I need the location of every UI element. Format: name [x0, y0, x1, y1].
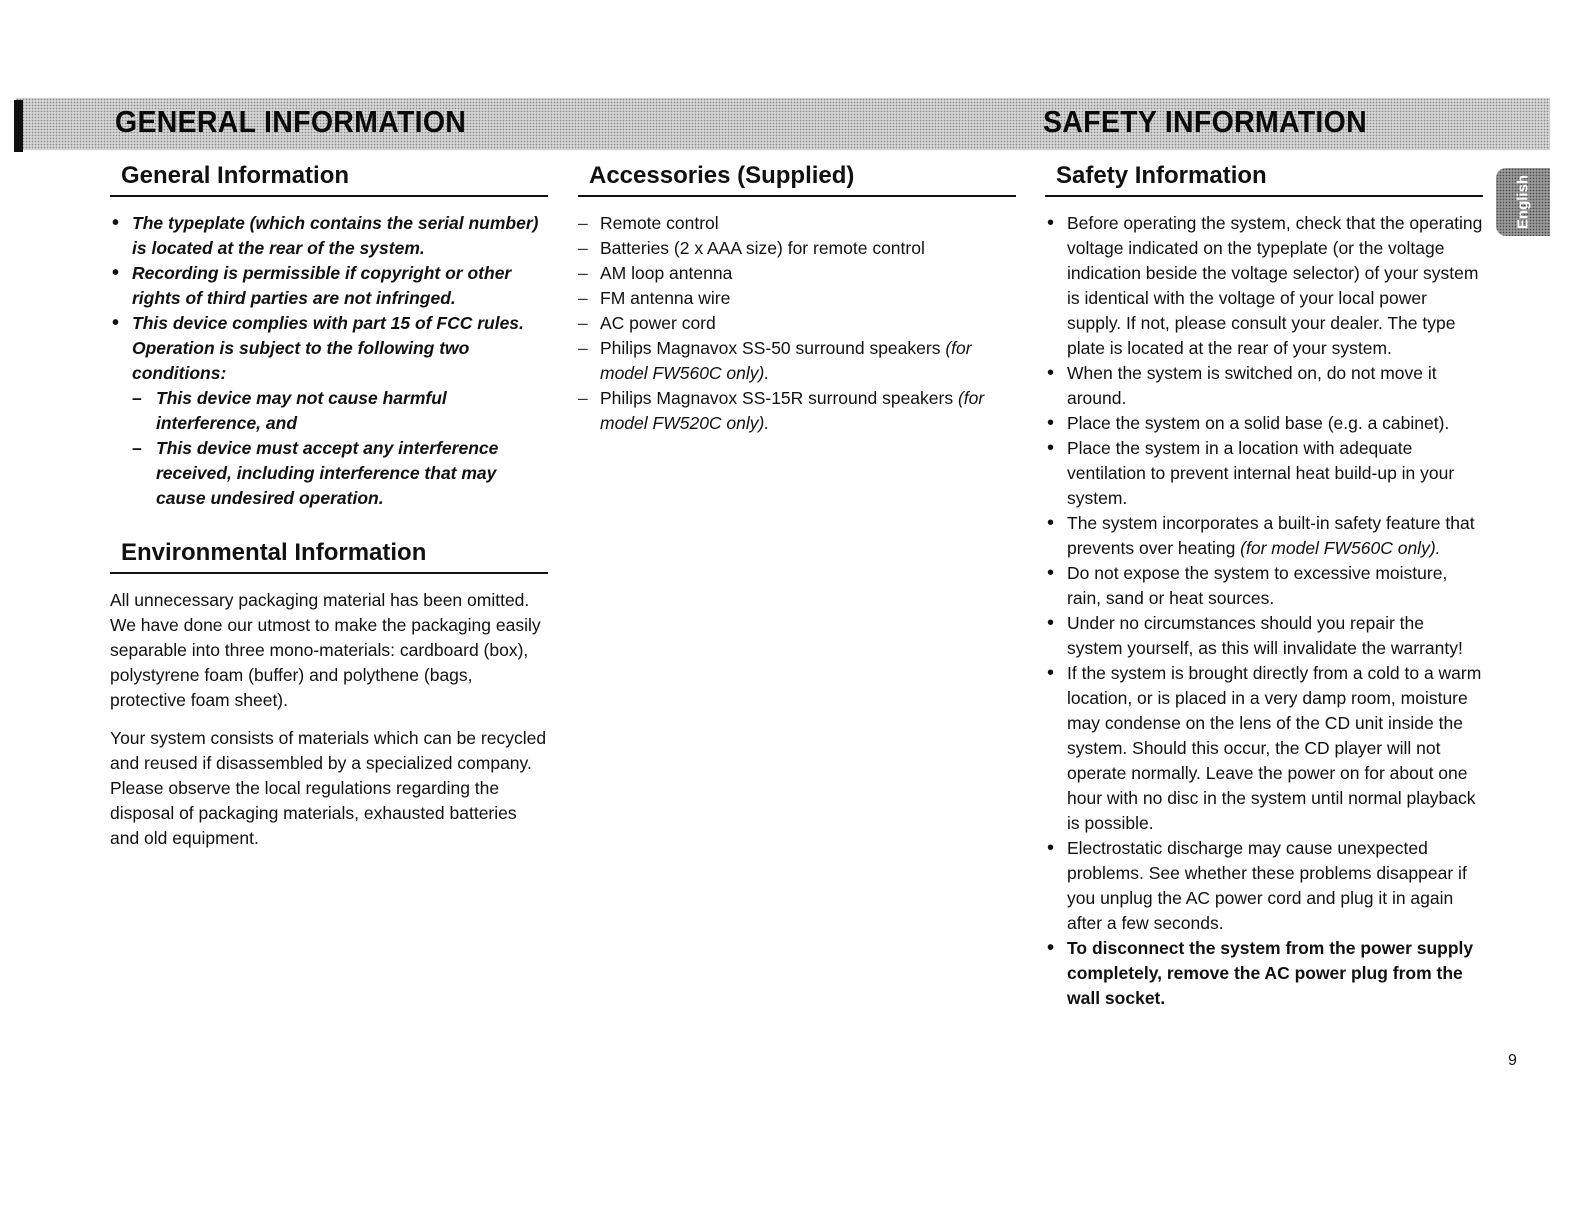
- left-column: [110, 160, 548, 864]
- general-information-banner-title: GENERAL INFORMATION: [115, 104, 467, 139]
- list-item: [1045, 561, 1483, 611]
- list-item: [578, 236, 1016, 261]
- list-item-text: When the system is switched on, do not move it around.: [1067, 363, 1437, 408]
- list-item: [1045, 411, 1483, 436]
- list-item-text: The typeplate (which contains the serial number) is located at the rear of the system.: [132, 213, 539, 258]
- general-information-heading: General Information: [110, 160, 548, 197]
- list-item: [1045, 836, 1483, 936]
- middle-column: [578, 160, 1016, 436]
- list-item: [110, 211, 548, 261]
- list-item: [578, 311, 1016, 336]
- banner-edge-mark: [14, 100, 23, 152]
- environmental-paragraph: Your system consists of materials which can be recycled and reused if disassembled by a specialized company. Please observe the local regulations regarding the disposal of packaging materials, exhausted batteries and old equipment.: [110, 728, 547, 848]
- list-item-text: This device must accept any interference received, including interference that may cause undesired operation.: [156, 438, 499, 508]
- list-item: [1045, 611, 1483, 661]
- list-item: [578, 211, 1016, 236]
- list-item-text: Philips Magnavox SS-15R surround speakers: [600, 388, 958, 408]
- list-item: [1045, 936, 1483, 1011]
- list-item: [578, 386, 1016, 436]
- environmental-information-heading: Environmental Information: [110, 537, 548, 574]
- list-item-text: Do not expose the system to excessive moisture, rain, sand or heat sources.: [1067, 563, 1448, 608]
- list-item-text: If the system is brought directly from a cold to a warm location, or is placed in a very damp room, moisture may condense on the lens of the CD unit inside the system. Should this occur, the CD player will not operate normally. Leave the power on for about one hour with no disc in the system until normal playback is possible.: [1067, 663, 1482, 833]
- list-item-text: Remote control: [600, 213, 719, 233]
- list-item-text: Electrostatic discharge may cause unexpected problems. See whether these problems disappear if you unplug the AC power cord and plug it in again after a few seconds.: [1067, 838, 1467, 933]
- list-item-text: Recording is permissible if copyright or other rights of third parties are not infringed.: [132, 263, 512, 308]
- list-item-text: Batteries (2 x AAA size) for remote control: [600, 238, 925, 258]
- list-item: [110, 311, 548, 511]
- list-item: [1045, 211, 1483, 361]
- list-item-text: AM loop antenna: [600, 263, 733, 283]
- model-note: (for model FW520C only).: [600, 388, 985, 433]
- language-tab: [1496, 168, 1550, 236]
- list-item: [110, 261, 548, 311]
- list-item: [1045, 436, 1483, 511]
- right-column: [1045, 160, 1483, 1011]
- list-item: [1045, 361, 1483, 411]
- list-item-text: Under no circumstances should you repair the system yourself, as this will invalidate the warranty!: [1067, 613, 1463, 658]
- list-item-text: The system incorporates a built-in safety feature that prevents over heating: [1067, 513, 1475, 558]
- list-item-text: AC power cord: [600, 313, 716, 333]
- list-item-text: This device complies with part 15 of FCC rules. Operation is subject to the following two conditions:: [132, 313, 524, 383]
- list-item-text: This device may not cause harmful interference, and: [156, 388, 447, 433]
- list-item-text: Place the system in a location with adequate ventilation to prevent internal heat build-up in your system.: [1067, 438, 1455, 508]
- model-note: (for model FW560C only).: [600, 338, 972, 383]
- list-item: [132, 436, 548, 511]
- list-item: [1045, 511, 1483, 561]
- list-item-text: Philips Magnavox SS-50 surround speakers: [600, 338, 946, 358]
- page-number: 9: [1508, 1052, 1517, 1069]
- list-item-text: FM antenna wire: [600, 288, 731, 308]
- safety-information-list: [1045, 211, 1483, 1011]
- language-tab-label: English: [1514, 174, 1532, 230]
- list-item: [578, 286, 1016, 311]
- list-item: [1045, 661, 1483, 836]
- list-item-text: Before operating the system, check that the operating voltage indicated on the typeplate (or the voltage indication beside the voltage selector) of your system is identical with the voltage of your local power supply. If not, please consult your dealer. The type plate is located at the rear of your system.: [1067, 213, 1483, 358]
- list-item: [578, 336, 1016, 386]
- fcc-conditions-list: [132, 386, 548, 511]
- list-item-text: Place the system on a solid base (e.g. a cabinet).: [1067, 413, 1450, 433]
- safety-information-heading: Safety Information: [1045, 160, 1483, 197]
- list-item-text: To disconnect the system from the power supply completely, remove the AC power plug from the wall socket.: [1067, 938, 1474, 1008]
- list-item: [578, 261, 1016, 286]
- safety-information-banner-title: SAFETY INFORMATION: [1043, 104, 1367, 139]
- list-item: [132, 386, 548, 436]
- accessories-list: [578, 211, 1016, 436]
- accessories-heading: Accessories (Supplied): [578, 160, 1016, 197]
- environmental-paragraph: All unnecessary packaging material has been omitted. We have done our utmost to make the packaging easily separable into three mono-materials: cardboard (box), polystyrene foam (buffer) and polythene (bags, protective foam sheet).: [110, 590, 541, 710]
- model-note: (for model FW560C only).: [1240, 538, 1441, 558]
- general-information-list: [110, 211, 548, 511]
